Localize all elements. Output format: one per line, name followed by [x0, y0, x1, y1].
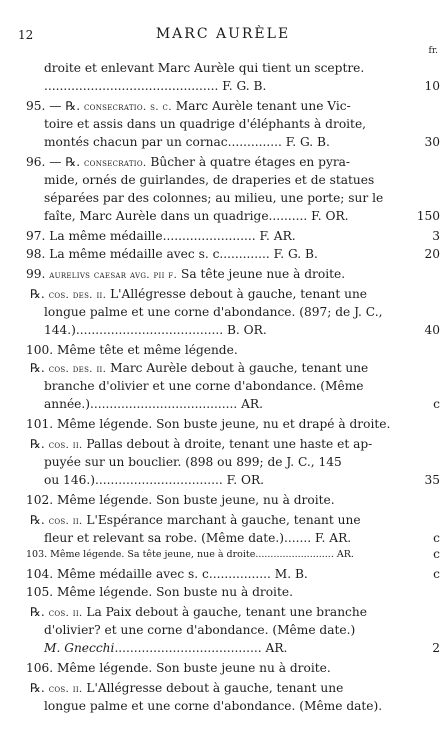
entry-description: d'olivier? et une corne d'abondance. (Même date.)	[44, 623, 356, 637]
entry-text	[30, 286, 367, 304]
entry-description: longue palme et une corne d'abondance. (897; de J. C.,	[44, 305, 383, 319]
legend-inscription: consecratio. s. c.	[84, 101, 172, 113]
entry-line	[0, 512, 446, 529]
entry-text	[44, 304, 382, 321]
entry-text	[30, 512, 361, 530]
entry-line	[0, 472, 446, 489]
entry-description: ............................................. F. G. B.	[44, 79, 267, 93]
entry-description: année.)...................................... AR.	[44, 397, 263, 411]
entry-text	[44, 530, 351, 547]
entry-description: faîte, Marc Aurèle dans un quadrige.......... F. OR.	[44, 209, 349, 223]
entry-line	[0, 546, 446, 563]
entry-line	[0, 154, 446, 171]
entry-line	[0, 436, 446, 453]
entry-value: 20	[424, 247, 440, 261]
entry-line	[0, 604, 446, 621]
page-number: 12	[18, 28, 34, 42]
entry-description: Pallas debout à droite, tenant une haste et ap-	[82, 437, 373, 451]
entry-value: c	[433, 397, 440, 411]
entry-text	[44, 472, 264, 489]
entry-value: 10	[424, 79, 440, 93]
entry-text	[44, 134, 330, 151]
entry-description: 98. La même médaille avec s. c............. F. G. B.	[26, 247, 318, 261]
entry-text	[26, 266, 345, 284]
entry-line	[0, 454, 446, 471]
legend-inscription: cos. ii.	[48, 607, 83, 619]
entry-line	[0, 566, 446, 583]
entry-text	[26, 416, 390, 433]
entry-number: ℞.	[30, 361, 45, 375]
entry-line	[0, 530, 446, 547]
entry-text	[44, 698, 382, 715]
entry-number: ℞.	[30, 513, 45, 527]
entry-description: L'Espérance marchant à gauche, tenant une	[82, 513, 361, 527]
entry-text	[26, 342, 238, 359]
entry-text	[30, 360, 368, 378]
entry-value: c	[433, 567, 440, 581]
value-unit-label: fr.	[428, 46, 438, 56]
entry-text	[44, 60, 364, 77]
entry-text	[26, 660, 331, 677]
entry-line	[0, 208, 446, 225]
entry-line	[0, 660, 446, 677]
entry-value: 2	[432, 641, 440, 655]
entry-value: c	[433, 547, 440, 561]
entry-text	[26, 154, 350, 172]
entry-description: L'Allégresse debout à gauche, tenant une	[82, 681, 344, 695]
entry-description: puyée sur un bouclier. (898 ou 899; de J. C., 145	[44, 455, 342, 469]
legend-inscription: aurelivs caesar avg. pii f.	[49, 269, 178, 281]
entry-text	[44, 172, 374, 189]
entry-text	[26, 98, 351, 116]
entry-text	[26, 566, 308, 583]
entry-text	[30, 604, 367, 622]
entry-description: 103. Même légende. Sa tête jeune, nue à droite.......................... AR.	[26, 549, 354, 560]
entry-description: L'Allégresse debout à gauche, tenant une	[106, 287, 368, 301]
entry-number: 96. — ℞.	[26, 155, 81, 169]
entry-description: branche d'olivier et une corne d'abondance. (Même	[44, 379, 364, 393]
entry-description: La Paix debout à gauche, tenant une branche	[82, 605, 367, 619]
entry-line	[0, 322, 446, 339]
entry-description: Marc Aurèle debout à gauche, tenant une	[106, 361, 369, 375]
entry-description: ...................................... AR.	[114, 641, 288, 655]
entry-line	[0, 134, 446, 151]
entry-text	[44, 378, 364, 395]
entry-line	[0, 116, 446, 133]
entry-line	[0, 378, 446, 395]
entry-text	[26, 492, 335, 509]
entry-text	[44, 322, 267, 339]
legend-inscription: cos. des. ii.	[48, 363, 107, 375]
entry-value: 30	[424, 135, 440, 149]
entry-text	[44, 190, 383, 207]
entry-line	[0, 396, 446, 413]
entry-number: ℞.	[30, 437, 45, 451]
entry-line	[0, 60, 446, 77]
entry-line	[0, 304, 446, 321]
entry-description: 102. Même légende. Son buste jeune, nu à droite.	[26, 493, 335, 507]
entry-description: ou 146.)................................. F. OR.	[44, 473, 265, 487]
entry-text	[30, 436, 372, 454]
entry-line	[0, 98, 446, 115]
entry-description: mide, ornés de guirlandes, de draperies et de statues	[44, 173, 375, 187]
entry-description: longue palme et une corne d'abondance. (Même date).	[44, 699, 383, 713]
legend-inscription: consecratio.	[84, 157, 147, 169]
collection-name: M. Gnecchi	[44, 641, 115, 655]
entry-line	[0, 286, 446, 303]
entry-line	[0, 360, 446, 377]
entry-description: 97. La même médaille........................ F. AR.	[26, 229, 296, 243]
entry-description: Bûcher à quatre étages en pyra-	[146, 155, 351, 169]
entry-line	[0, 640, 446, 657]
entry-value: 35	[424, 473, 440, 487]
entry-text	[44, 622, 355, 639]
entry-value: 3	[432, 229, 440, 243]
entry-value: c	[433, 531, 440, 545]
page-header	[0, 26, 446, 56]
entry-value: 40	[424, 323, 440, 337]
entry-text	[30, 680, 343, 698]
entry-description: Sa tête jeune nue à droite.	[177, 267, 346, 281]
entry-text	[44, 396, 263, 413]
entry-line	[0, 172, 446, 189]
entry-number: ℞.	[30, 681, 45, 695]
entry-line	[0, 680, 446, 697]
entry-text	[44, 640, 287, 657]
entry-description: 144.)...................................... B. OR.	[44, 323, 267, 337]
entry-description: séparées par des colonnes; au milieu, une porte; sur le	[44, 191, 384, 205]
legend-inscription: cos. ii.	[48, 683, 83, 695]
entry-description: 101. Même légende. Son buste jeune, nu et drapé à droite.	[26, 417, 391, 431]
entry-line	[0, 342, 446, 359]
entry-description: Marc Aurèle tenant une Vic-	[171, 99, 351, 113]
entry-text	[26, 546, 354, 563]
entry-text	[26, 246, 318, 263]
entry-text	[26, 228, 296, 245]
entry-description: 100. Même tête et même légende.	[26, 343, 238, 357]
entry-line	[0, 622, 446, 639]
entry-line	[0, 246, 446, 263]
entry-number: ℞.	[30, 605, 45, 619]
entry-text	[44, 116, 366, 133]
entry-number: ℞.	[30, 287, 45, 301]
entry-text	[44, 454, 342, 471]
entry-number: 95. — ℞.	[26, 99, 81, 113]
entry-description: 104. Même médaille avec s. c................ M. B.	[26, 567, 308, 581]
entry-description: montés chacun par un cornac.............. F. G. B.	[44, 135, 330, 149]
entry-line	[0, 698, 446, 715]
entry-line	[0, 228, 446, 245]
entry-text	[26, 584, 293, 601]
entry-line	[0, 584, 446, 601]
entry-line	[0, 190, 446, 207]
legend-inscription: cos. ii.	[48, 439, 83, 451]
legend-inscription: cos. ii.	[48, 515, 83, 527]
entry-description: fleur et relevant sa robe. (Même date.)....... F. AR.	[44, 531, 352, 545]
legend-inscription: cos. des. ii.	[48, 289, 107, 301]
entry-text	[44, 78, 266, 95]
entry-line	[0, 78, 446, 95]
running-title: MARC AURÈLE	[155, 26, 291, 42]
entry-number: 99.	[26, 267, 46, 281]
entry-line	[0, 266, 446, 283]
entry-description: 105. Même légende. Son buste nu à droite.	[26, 585, 293, 599]
entry-value: 150	[416, 209, 440, 223]
entry-description: 106. Même légende. Son buste jeune nu à droite.	[26, 661, 331, 675]
entry-text	[44, 208, 349, 225]
entry-description: toire et assis dans un quadrige d'éléphants à droite,	[44, 117, 367, 131]
entry-line	[0, 492, 446, 509]
entry-line	[0, 416, 446, 433]
entry-description: droite et enlevant Marc Aurèle qui tient un sceptre.	[44, 61, 365, 75]
